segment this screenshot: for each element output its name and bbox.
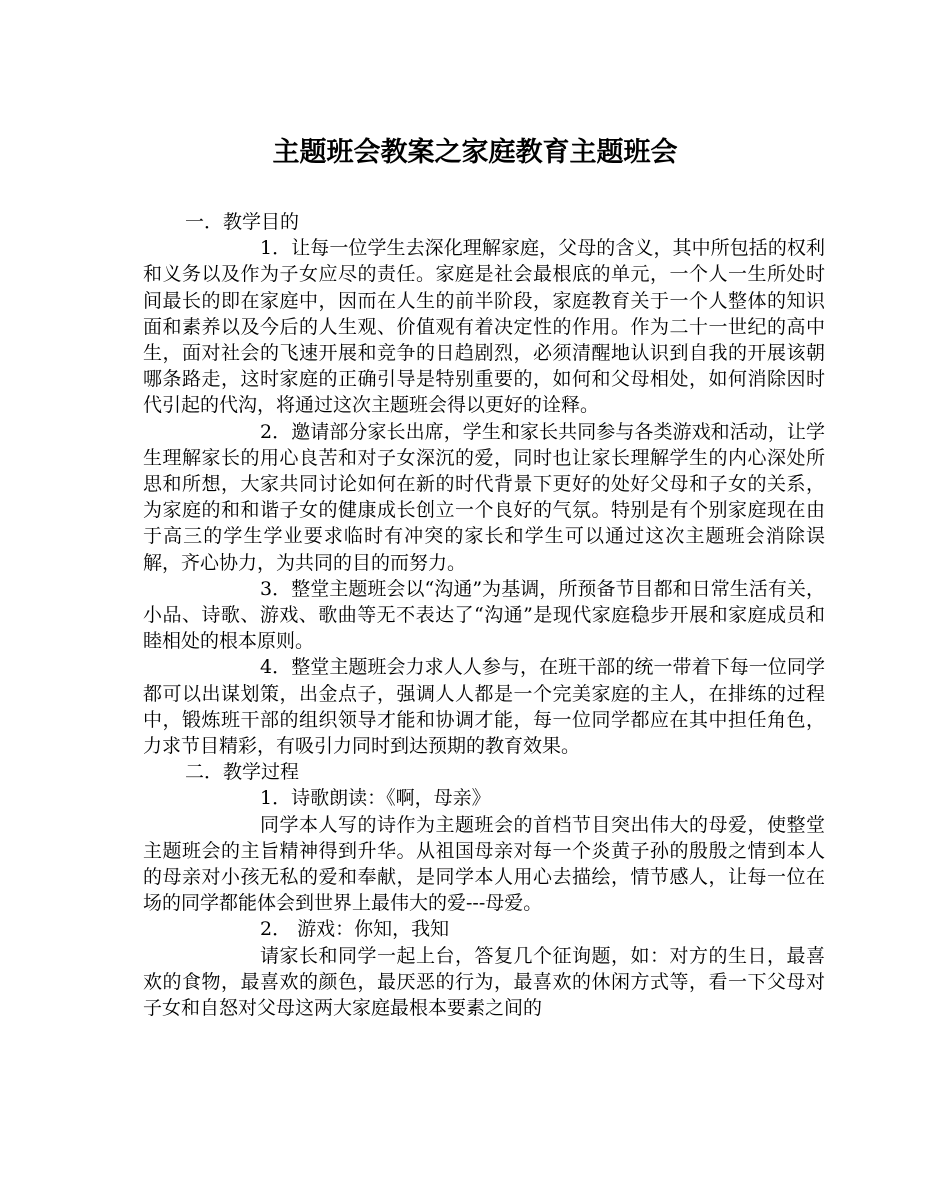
section-heading-objectives: 一．教学目的: [185, 211, 300, 233]
section-heading-process: 二．教学过程: [185, 761, 300, 784]
objective-paragraph-3: 3．整堂主题班会以“沟通”为基调，所预备节目都和日常生活有关，小品、诗歌、游戏、歌曲等无不表达了“沟通”是现代家庭稳步开展和家庭成员和睦相处的根本原则。: [143, 577, 825, 653]
process-item-label-1: 1．诗歌朗读：《啊，母亲》: [260, 787, 491, 810]
document-body: [143, 209, 825, 1021]
process-item-label-2: 2． 游戏：你知，我知: [260, 918, 450, 941]
document-title: 主题班会教案之家庭教育主题班会: [272, 137, 678, 168]
objective-paragraph-4: 4．整堂主题班会力求人人参与，在班干部的统一带着下每一位同学都可以出谋划策，出金点子，强调人人都是一个完美家庭的主人，在排练的过程中，锻炼班干部的组织领导才能和协调才能，每一位同学都应在其中担任角色，力求节目精彩，有吸引力同时到达预期的教育效果。: [143, 656, 825, 758]
process-item-text-1: 同学本人写的诗作为主题班会的首档节目突出伟大的母爱，使整堂主题班会的主旨精神得到升华。从祖国母亲对每一个炎黄子孙的殷殷之情到本人的母亲对小孩无私的爱和奉献，是同学本人用心去描绘，情节感人，让每一位在场的同学都能体会到世界上最伟大的爱---母爱。: [143, 813, 825, 915]
process-item-text-2: 请家长和同学一起上台，答复几个征询题，如：对方的生日，最喜欢的食物，最喜欢的颜色，最厌恶的行为，最喜欢的休闲方式等，看一下父母对子女和自怒对父母这两大家庭最根本要素之间的: [143, 944, 825, 1020]
objective-paragraph-2: 2．邀请部分家长出席，学生和家长共同参与各类游戏和活动，让学生理解家长的用心良苦和对子女深沉的爱，同时也让家长理解学生的内心深处所思和所想，大家共同讨论如何在新的时代背景下更好的处好父母和子女的关系，为家庭的和和谐子女的健康成长创立一个良好的气氛。特别是有个别家庭现在由于高三的学生学业要求临时有冲突的家长和学生可以通过这次主题班会消除误解，齐心协力，为共同的目的而努力。: [143, 420, 825, 574]
objective-paragraph-1: 1．让每一位学生去深化理解家庭，父母的含义，其中所包括的权利和义务以及作为子女应尽的责任。家庭是社会最根底的单元，一个人一生所处时间最长的即在家庭中，因而在人生的前半阶段，家庭教育关于一个人整体的知识面和素养以及今后的人生观、价值观有着决定性的作用。作为二十一世纪的高中生，面对社会的飞速开展和竞争的日趋剧烈，必须清醒地认识到自我的开展该朝哪条路走，这时家庭的正确引导是特别重要的，如何和父母相处，如何消除因时代引起的代沟，将通过这次主题班会得以更好的诠释。: [143, 237, 825, 417]
